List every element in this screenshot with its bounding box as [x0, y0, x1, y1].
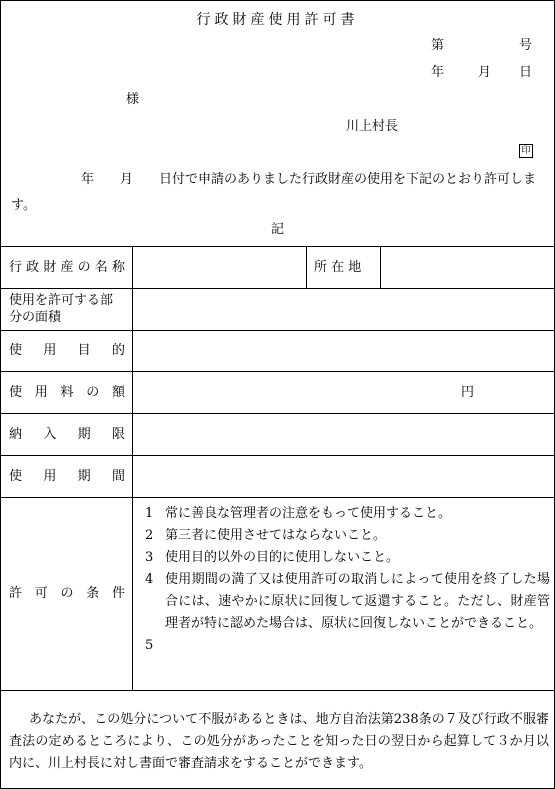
table-bottom-line	[1, 690, 554, 691]
ki-heading: 記	[270, 222, 284, 237]
conditions-list	[145, 503, 550, 657]
row-line	[1, 288, 554, 289]
condition-item: 5	[145, 638, 154, 653]
date-month: 月	[478, 65, 492, 80]
label-column-line	[132, 246, 133, 690]
intro-text: 年 月 日付で申請のありました行政財産の使用を下記のとおり許可します。	[11, 172, 537, 213]
property-name-label: 行 政 財 産 の 名 称	[9, 259, 125, 275]
appeal-notice: あなたが、この処分について不服があるときは、地方自治法第238条の７及び行政不服審査法の定めるところにより、この処分があったことを知った日の翌日から起算して３か月以内に、川上村長に対し書面で審査請求をすることができます。	[9, 712, 549, 771]
condition-item: 4 使用期間の満了又は使用許可の取消しによって使用を終了した場合には、速やかに原状に回復して返還すること。ただし、財産管理者が特に認めた場合は、原状に回復しないことができること。	[145, 572, 550, 631]
purpose-label: 使 用 目 的	[9, 343, 125, 358]
document-title: 行政財産使用許可書	[196, 12, 359, 28]
date-year: 年	[431, 65, 445, 80]
fee-label: 使 用 料 の 額	[9, 384, 125, 400]
number-suffix: 号	[519, 38, 533, 53]
issuer-name: 川上村長	[346, 119, 399, 134]
conditions-label: 許 可 の 条 件	[9, 586, 125, 601]
deadline-label: 納 入 期 限	[9, 426, 125, 442]
location-divider-line	[306, 246, 307, 288]
fee-unit: 円	[461, 385, 475, 400]
number-prefix: 第	[431, 38, 445, 53]
addressee-suffix: 様	[126, 92, 140, 107]
seal-icon: 印	[519, 144, 533, 158]
location-divider-line	[380, 246, 381, 288]
area-label: 使用を許可する部分の面積	[9, 293, 114, 325]
condition-item: 3 使用目的以外の目的に使用しないこと。	[145, 550, 400, 565]
condition-item: 1 常に善良な管理者の注意をもって使用すること。	[145, 506, 452, 521]
condition-item: 2 第三者に使用させてはならないこと。	[145, 528, 387, 543]
date-day: 日	[519, 65, 533, 80]
period-label: 使 用 期 間	[9, 468, 125, 484]
location-label: 所 在 地	[314, 260, 362, 275]
